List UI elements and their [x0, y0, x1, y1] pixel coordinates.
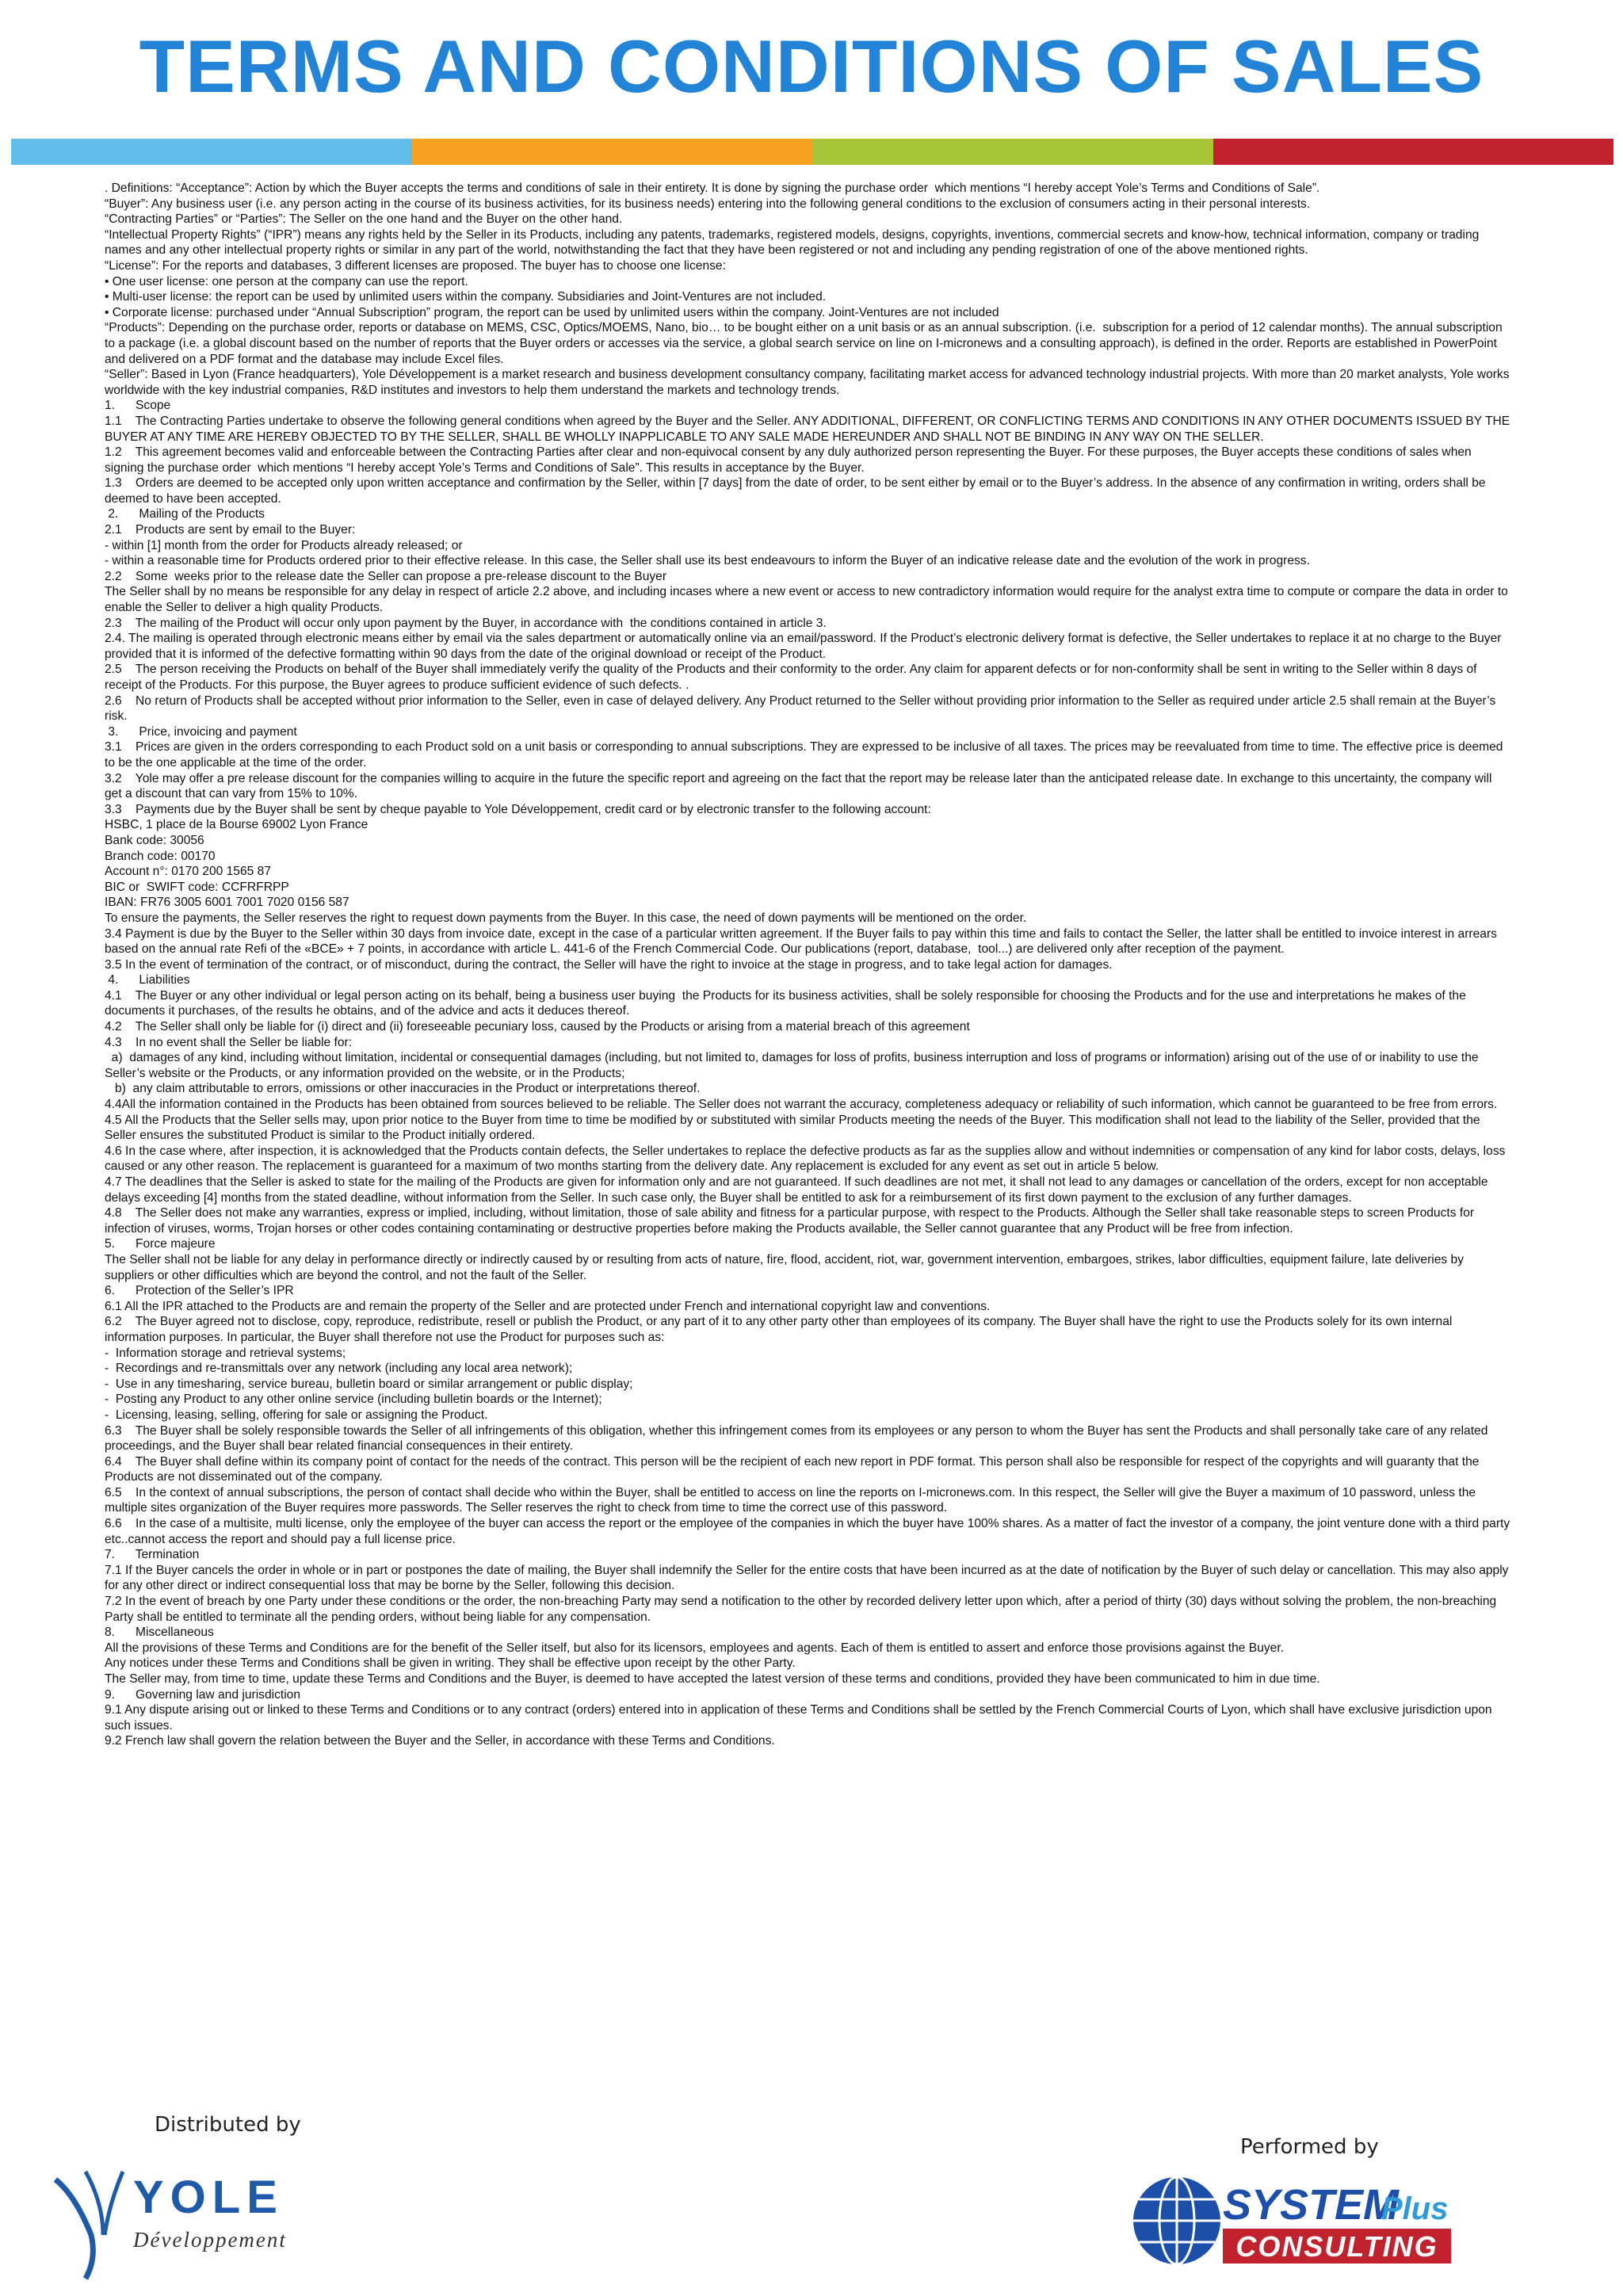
terms-paragraph: 3.5 In the event of termination of the contract, or of misconduct, during the contract, the Seller will have the right to invoice at the stage in progress, and to take legal action for damages. — [105, 957, 1113, 972]
system-text: SYSTEM — [1223, 2181, 1400, 2229]
terms-paragraph: 7.2 In the event of breach by one Party under these conditions or the order, the non-breaching Party may send a notification to the other by recorded delivery letter upon which, after a period of thirty (30) days without solving the problem, the non-breaching Party shall be entitled to terminate all the pending orders, without being liable for any compensation. — [105, 1595, 1500, 1624]
terms-paragraph: 1. Scope — [105, 399, 171, 413]
terms-paragraph: “License”: For the reports and databases, 3 different licenses are proposed. The buyer has to choose one license: — [105, 258, 726, 273]
terms-paragraph: 6. Protection of the Seller’s IPR — [105, 1284, 294, 1298]
terms-paragraph: 7. Termination — [105, 1548, 200, 1562]
terms-paragraph: 2.5 The person receiving the Products on behalf of the Buyer shall immediately verify the quality of the Products and their conformity to the order. Any claim for apparent defects or for non-conformity shall be sent in writing to the Seller within 8 days of receipt of the Products. For this purpose, the Buyer agrees to produce sufficient evidence of such defects. . — [105, 663, 1480, 692]
yole-logo-subtext: Développement — [133, 2228, 287, 2252]
terms-paragraph: 6.4 The Buyer shall define within its company point of contact for the needs of the contract. This person will be the recipient of each new report in PDF format. This person shall also be responsible for respect of the copyrights and will guaranty that the Products are not disseminated out of the company. — [105, 1454, 1483, 1484]
terms-paragraph: 2.6 No return of Products shall be accepted without prior information to the Seller, even in case of delayed delivery. Any Product returned to the Seller without providing prior information to the Seller as required under article 2.5 shall remain at the Buyer’s risk. — [105, 693, 1499, 724]
terms-paragraph: 6.1 All the IPR attached to the Products are and remain the property of the Seller and are protected under French and international copyright law and conventions. — [105, 1299, 991, 1313]
terms-paragraph: 7.1 If the Buyer cancels the order in whole or in part or postpones the date of mailing, the Buyer shall indemnify the Seller for the entire costs that have been incurred as at the date of notification by the Buyer of such delay or cancellation. This may also apply for any other direct or indirect consequential loss that may be borne by the Seller, following this decision. — [105, 1563, 1512, 1593]
terms-paragraph: 4.6 In the case where, after inspection, it is acknowledged that the Products contain defects, the Seller undertakes to replace the defective products as far as the supplies allow and without indemnities or compensation of any kind for labor costs, delays, loss caused or any other reason. The replacement is guaranteed for a maximum of two months starting from the delivery date. Any replacement is excluded for any event as set out in article 5 below. — [105, 1144, 1509, 1174]
terms-paragraph: 4.4All the information contained in the Products has been obtained from sources believed to be reliable. The Seller does not warrant the accuracy, completeness adequacy or reliability of such information, which cannot be guaranteed to be free from errors. — [105, 1098, 1498, 1112]
terms-paragraph: “Products”: Depending on the purchase order, reports or database on MEMS, CSC, Optics/MOEMS, Nano, bio… to be bought either on a unit basis or as an annual subscription. (i.e. subscription for a period of 12 calendar months). The annual subscription to a package (i.e. a global discount based on the number of reports that the Buyer orders or accesses via the service, a global search service on line on I-micronews and a consulting approach), is defined in the order. Reports are established in PowerPoint and delivered on a PDF format and the database may include Excel files. — [105, 321, 1506, 366]
terms-paragraph: Any notices under these Terms and Conditions shall be given in writing. They shall be effective upon receipt by the other Party. — [105, 1656, 796, 1671]
terms-paragraph: 2.2 Some weeks prior to the release date the Seller can propose a pre-release discount to the Buyer — [105, 569, 667, 583]
yole-logo-text: YOLE — [133, 2172, 284, 2223]
terms-paragraph: 4.2 The Seller shall only be liable for (i) direct and (ii) foreseeable pecuniary loss, caused by the Products or arising from a material breach of this agreement — [105, 1020, 970, 1034]
terms-paragraph: The Seller shall by no means be responsible for any delay in respect of article 2.2 above, and including incases where a new event or access to new contradictory information would require for the analyst extra time to compute or compare the data in order to enable the Seller to deliver a high quality Products. — [105, 585, 1512, 615]
terms-paragraph: The Seller may, from time to time, update these Terms and Conditions and the Buyer, is deemed to have accepted the latest version of these terms and conditions, provided they have been communicated to him in due time. — [105, 1672, 1320, 1686]
terms-paragraph: 3.1 Prices are given in the orders corresponding to each Product sold on a unit basis or corresponding to annual subscriptions. They are expressed to be inclusive of all taxes. The prices may be reevaluated from time to time. The effective price is deemed to be the one applicable at the time of the order. — [105, 740, 1507, 770]
terms-paragraph: - within [1] month from the order for Products already released; or — [105, 538, 463, 552]
terms-paragraph: 4.5 All the Products that the Seller sells may, upon prior notice to the Buyer from time to time be modified by or substituted with similar Products meeting the needs of the Buyer. This modification shall not lead to the liability of the Seller, provided that the Seller ensures the substituted Product is similar to the Product initially ordered. — [105, 1113, 1484, 1143]
terms-paragraph: - Information storage and retrieval systems; — [105, 1346, 346, 1360]
system-plus-logo — [1129, 2172, 1454, 2271]
color-bar-segment-blue — [11, 139, 412, 165]
terms-paragraph: - Posting any Product to any other online service (including bulletin boards or the Internet); — [105, 1392, 602, 1407]
terms-paragraph: 2. Mailing of the Products — [105, 507, 265, 521]
terms-paragraph: 2.3 The mailing of the Product will occur only upon payment by the Buyer, in accordance with the conditions contained in article 3. — [105, 616, 827, 630]
color-bar-segment-red — [1213, 139, 1614, 165]
terms-paragraph: 6.5 In the context of annual subscriptions, the person of contact shall decide who within the Buyer, shall be entitled to access on line the reports on I-micronews.com. In this respect, the Seller will give the Buyer a maximum of 10 password, unless the multiple sites organization of the Buyer requires more passwords. The Seller reserves the right to check from time to time the correct use of this password. — [105, 1485, 1480, 1515]
terms-paragraph: HSBC, 1 place de la Bourse 69002 Lyon France — [105, 818, 369, 832]
terms-paragraph: 3. Price, invoicing and payment — [105, 724, 297, 739]
terms-paragraph: 1.1 The Contracting Parties undertake to observe the following general conditions when agreed by the Buyer and the Seller. ANY ADDITIONAL, DIFFERENT, OR CONFLICTING TERMS AND CONDITIONS IN ANY OTHER DOCUMENTS ISSUED BY THE BUYER AT ANY TIME ARE HEREBY OBJECTED TO BY THE SELLER, SHALL BE WHOLLY INAPPLICABLE TO ANY SALE MADE HEREUNDER AND SHALL NOT BE BINDING IN ANY WAY ON THE SELLER. — [105, 414, 1514, 444]
terms-body — [105, 181, 1512, 1749]
terms-paragraph: IBAN: FR76 3005 6001 7001 7020 0156 587 — [105, 896, 349, 910]
terms-paragraph: • Corporate license: purchased under “Annual Subscription” program, the report can be used by unlimited users within the company. Joint-Ventures are not included — [105, 305, 999, 319]
terms-paragraph: 5. Force majeure — [105, 1237, 216, 1251]
terms-paragraph: 3.4 Payment is due by the Buyer to the Seller within 30 days from invoice date, except in the case of a particular written agreement. If the Buyer fails to pay within this time and fails to contact the Seller, the latter shall be entitled to invoice interest in arrears based on the annual rate Refi of the «BCE» + 7 points, in accordance with article L. 441-6 of the French Commercial Code. Our publications (report, database, tool...) are delivered only after reception of the payment. — [105, 926, 1501, 957]
terms-paragraph: 4. Liabilities — [105, 973, 190, 988]
terms-paragraph: “Intellectual Property Rights” (“IPR”) means any rights held by the Seller in its Products, including any patents, trademarks, registered models, designs, copyrights, inventions, commercial secrets and know-how, technical information, company or trading names and any other intellectual property rights or similar in any part of the world, notwithstanding the fact that they have been registered or not and including any pending registration of one of the above mentioned rights. — [105, 227, 1483, 258]
terms-paragraph: 3.3 Payments due by the Buyer shall be sent by cheque payable to Yole Développement, credit card or by electronic transfer to the following account: — [105, 802, 931, 816]
terms-paragraph: 1.2 This agreement becomes valid and enforceable between the Contracting Parties after clear and non-equivocal consent by any duly authorized person representing the Buyer. For these purposes, the Buyer accepts these conditions of sales when signing the purchase order which mentions “I hereby accept Yole’s Terms and Conditions of Sale”. This results in acceptance by the Buyer. — [105, 445, 1476, 475]
yole-logo — [48, 2148, 301, 2283]
terms-paragraph: “Contracting Parties” or “Parties”: The Seller on the one hand and the Buyer on the other hand. — [105, 212, 623, 227]
terms-paragraph: “Seller”: Based in Lyon (France headquarters), Yole Développement is a market research and business development consultancy company, facilitating market access for advanced technology industrial projects. With more than 20 market analysts, Yole works worldwide with the key industrial companies, R&D institutes and investors to help them understand the markets and technology trends. — [105, 368, 1513, 397]
terms-paragraph: All the provisions of these Terms and Conditions are for the benefit of the Seller itself, but also for its licensors, employees and agents. Each of them is entitled to assert and enforce those provisions against the Buyer. — [105, 1641, 1284, 1655]
terms-paragraph: 3.2 Yole may offer a pre release discount for the companies willing to acquire in the future the specific report and agreeing on the fact that the report may be release later than the anticipated release date. In exchange to this uncertainty, the company will get a discount that can vary from 15% to 10%. — [105, 771, 1495, 801]
terms-paragraph: “Buyer”: Any business user (i.e. any person acting in the course of its business activities, for its business needs) entering into the following general conditions to the exclusion of consumers acting in their personal interests. — [105, 197, 1311, 211]
terms-paragraph: • Multi-user license: the report can be used by unlimited users within the company. Subsidiaries and Joint-Ventures are not included. — [105, 290, 827, 304]
terms-paragraph: Account n°: 0170 200 1565 87 — [105, 865, 271, 879]
terms-paragraph: 4.1 The Buyer or any other individual or legal person acting on its behalf, being a business user buying the Products for its business activities, shall be solely responsible for choosing the Products and for the use and interpretations he makes of the documents it purchases, of the results he obtains, and of the advice and acts it deduces thereof. — [105, 988, 1470, 1018]
terms-paragraph: - Use in any timesharing, service bureau, bulletin board or similar arrangement or public display; — [105, 1377, 633, 1391]
terms-paragraph: 9.2 French law shall govern the relation between the Buyer and the Seller, in accordance with these Terms and Conditions. — [105, 1734, 775, 1748]
performed-by-label: Performed by — [1240, 2135, 1379, 2159]
terms-paragraph: a) damages of any kind, including without limitation, incidental or consequential damages (including, but not limited to, damages for loss of profits, business interruption and loss of programs or information) arising out of the use of or inability to use the Seller’s website or the Products, or any information provided on the website, or in the Products; — [105, 1051, 1482, 1080]
terms-paragraph: 9.1 Any dispute arising out or linked to these Terms and Conditions or to any contract (orders) entered into in application of these Terms and Conditions shall be settled by the French Commercial Courts of Lyon, which shall have exclusive jurisdiction upon such issues. — [105, 1703, 1495, 1733]
terms-paragraph: 8. Miscellaneous — [105, 1626, 214, 1640]
terms-paragraph: - Recordings and re-transmittals over any network (including any local area network); — [105, 1362, 573, 1376]
terms-paragraph: • One user license: one person at the company can use the report. — [105, 274, 468, 288]
plus-text: Plus — [1381, 2191, 1449, 2226]
terms-paragraph: - Licensing, leasing, selling, offering for sale or assigning the Product. — [105, 1408, 488, 1422]
terms-paragraph: 4.7 The deadlines that the Seller is asked to state for the mailing of the Products are given for information only and are not guaranteed. If such deadlines are not met, it shall not lead to any damages or cancellation of the orders, except for non acceptable delays exceeding [4] months from the stated deadline, without information from the Seller. In such case only, the Buyer shall be entitled to ask for a reimbursement of its first down payment to the exclusion of any further damages. — [105, 1175, 1491, 1205]
terms-paragraph: 6.6 In the case of a multisite, multi license, only the employee of the buyer can access the report or the employee of the companies in which the buyer have 100% shares. As a matter of fact the investor of a company, the joint venture done with a third party etc..cannot access the report and should pay a full license price. — [105, 1517, 1514, 1546]
terms-paragraph: To ensure the payments, the Seller reserves the right to request down payments from the Buyer. In this case, the need of down payments will be mentioned on the order. — [105, 911, 1027, 925]
terms-paragraph: 2.4. The mailing is operated through electronic means either by email via the sales department or automatically online via an email/password. If the Product’s electronic delivery format is defective, the Seller undertakes to replace it at no charge to the Buyer provided that it is informed of the defective formatting within 90 days from the date of the original download or receipt of the Product. — [105, 632, 1505, 661]
terms-paragraph: - within a reasonable time for Products ordered prior to their effective release. In this case, the Seller shall use its best endeavours to inform the Buyer of an indicative release date and the evolution of the work in progress. — [105, 554, 1310, 568]
terms-paragraph: 4.3 In no event shall the Seller be liable for: — [105, 1035, 353, 1049]
terms-paragraph: BIC or SWIFT code: CCFRFRPP — [105, 880, 289, 894]
globe-icon — [1133, 2177, 1220, 2264]
color-bar — [11, 139, 1613, 165]
distributed-by-label: Distributed by — [155, 2113, 301, 2137]
terms-paragraph: 6.2 The Buyer agreed not to disclose, copy, reproduce, redistribute, resell or publish the Product, or any part of it to any other party other than employees of its company. The Buyer shall have the right to use the Products solely for its own internal information purposes. In particular, the Buyer shall therefore not use the Product for purposes such as: — [105, 1315, 1456, 1344]
terms-paragraph: b) any claim attributable to errors, omissions or other inaccuracies in the Product or interpretations thereof. — [105, 1082, 701, 1096]
terms-paragraph: 6.3 The Buyer shall be solely responsible towards the Seller of all infringements of this obligation, whether this infringement comes from its employees or any person to whom the Buyer has sent the Products and shall personally take care of any related proceedings, and the Buyer shall bear related financial consequences in their entirety. — [105, 1423, 1491, 1454]
terms-paragraph: 4.8 The Seller does not make any warranties, express or implied, including, without limitation, those of sale ability and fitness for a particular purpose, with respect to the Products. Although the Seller shall take reasonable steps to screen Products for infection of viruses, worms, Trojan horses or other codes containing contaminating or destructive properties before making the Products available, the Seller cannot guarantee that any Product will be free from infection. — [105, 1206, 1478, 1236]
terms-paragraph: 2.1 Products are sent by email to the Buyer: — [105, 523, 356, 537]
terms-paragraph: 1.3 Orders are deemed to be accepted only upon written acceptance and confirmation by the Seller, within [7 days] from the date of order, to be sent either by email or to the Buyer’s address. In the absence of any confirmation in writing, orders shall be deemed to have been accepted. — [105, 476, 1489, 506]
color-bar-segment-green — [812, 139, 1213, 165]
terms-paragraph: 9. Governing law and jurisdiction — [105, 1687, 301, 1702]
consulting-text: CONSULTING — [1235, 2230, 1438, 2263]
color-bar-segment-orange — [412, 139, 813, 165]
terms-paragraph: Bank code: 30056 — [105, 833, 204, 847]
terms-paragraph: . Definitions: “Acceptance”: Action by which the Buyer accepts the terms and conditions of sale in their entirety. It is done by signing the purchase order which mentions “I hereby accept Yole’s Terms and Conditions of Sale”. — [105, 181, 1320, 195]
page-title: TERMS AND CONDITIONS OF SALES — [139, 25, 1484, 108]
terms-paragraph: Branch code: 00170 — [105, 849, 216, 863]
terms-paragraph: The Seller shall not be liable for any delay in performance directly or indirectly caused by or resulting from acts of nature, fire, flood, accident, riot, war, government intervention, embargoes, strikes, labor difficulties, equipment failure, late deliveries by suppliers or other difficulties which are beyond the control, and not the fault of the Seller. — [105, 1252, 1468, 1282]
